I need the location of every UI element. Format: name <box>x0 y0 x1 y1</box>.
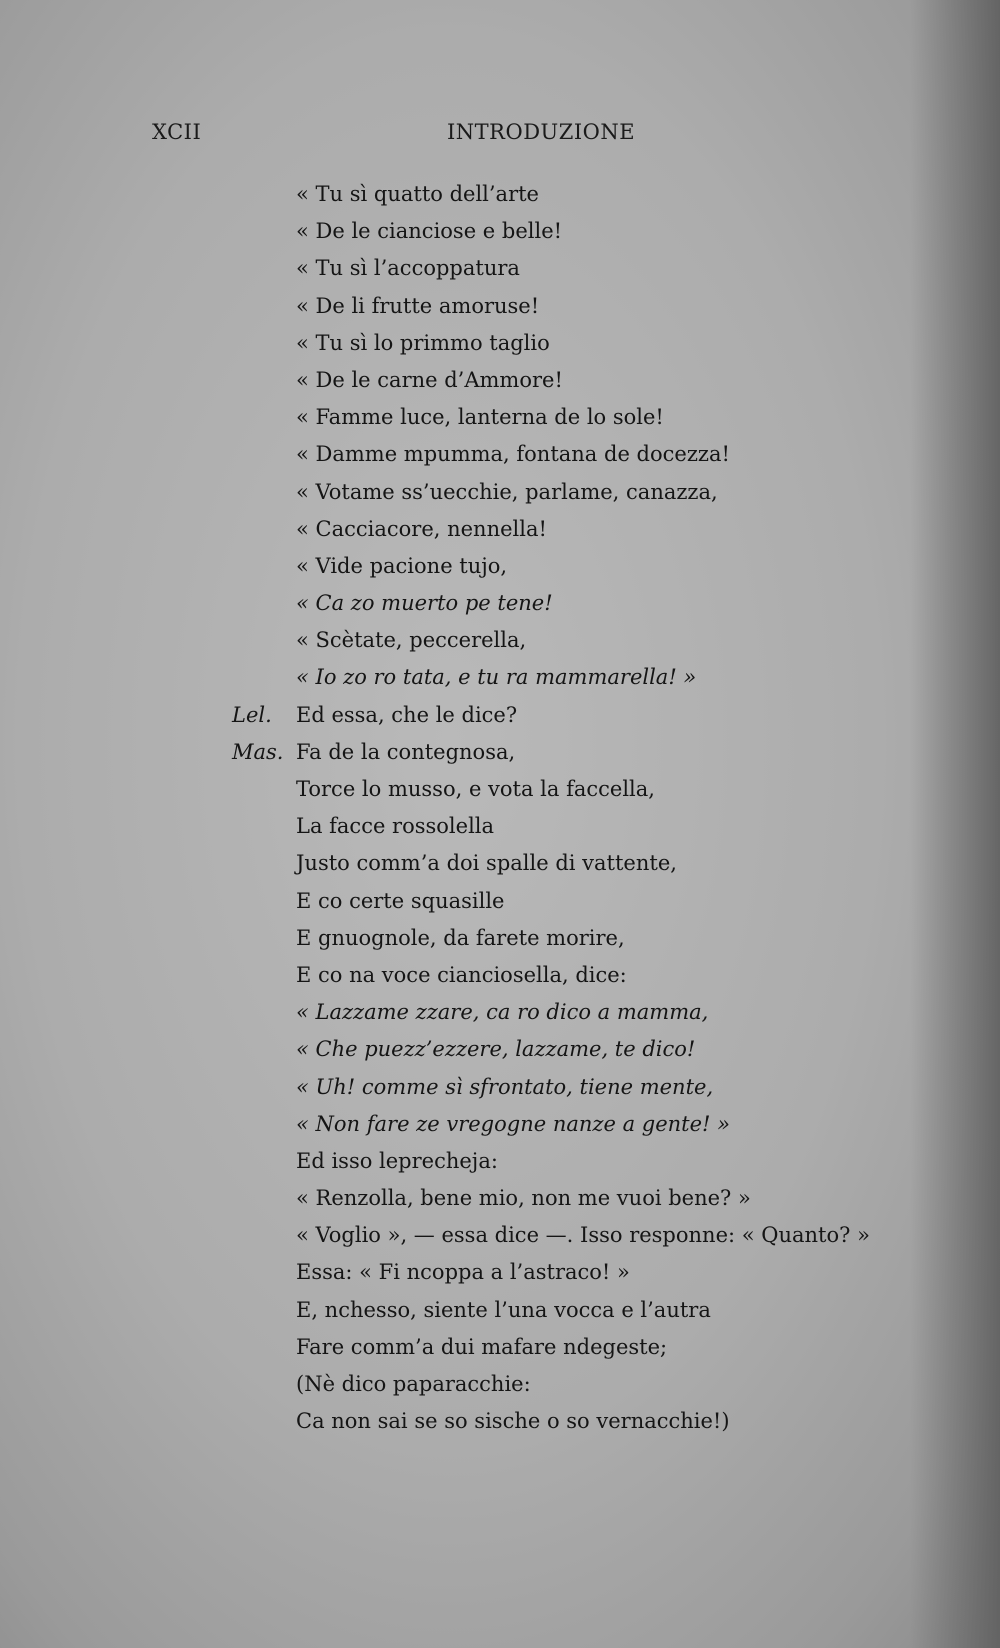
verse-line <box>0 734 1000 771</box>
verse-line <box>0 213 1000 250</box>
verse-text: Fa de la contegnosa, <box>296 739 516 764</box>
verse-line <box>0 845 1000 882</box>
verse-text: « Votame ss’uecchie, parlame, canazza, <box>296 479 718 504</box>
speaker-label: Lel. <box>232 702 272 727</box>
verse-text: Ca non sai se so sische o so vernacchie!) <box>296 1409 730 1434</box>
verse-text: « Tu sì quatto dell’arte <box>296 182 539 206</box>
verse-text: « Che puezz’ezzere, lazzame, te dico! <box>296 1037 696 1062</box>
verse-line <box>0 1366 1000 1403</box>
verse-line <box>0 1143 1000 1180</box>
verse-line <box>0 957 1000 994</box>
verse-line <box>0 994 1000 1031</box>
verse-line <box>0 325 1000 362</box>
verse-line <box>0 808 1000 845</box>
verse-line <box>0 548 1000 585</box>
verse-line <box>0 474 1000 511</box>
verse-line <box>0 1254 1000 1291</box>
verse-text: Justo comm’a doi spalle di vattente, <box>296 851 677 876</box>
verse-line <box>0 1217 1000 1254</box>
verse-line <box>0 1069 1000 1106</box>
verse-text: « Renzolla, bene mio, non me vuoi bene? » <box>296 1186 751 1211</box>
verse-line <box>0 585 1000 622</box>
verse-line <box>0 771 1000 808</box>
verse-text: Fare comm’a dui mafare ndegeste; <box>296 1334 668 1359</box>
verse-block <box>0 176 1000 1440</box>
verse-line <box>0 288 1000 325</box>
verse-text: « Damme mpumma, fontana de docezza! <box>296 442 730 467</box>
verse-line <box>0 1329 1000 1366</box>
verse-text: « Uh! comme sì sfrontato, tiene mente, <box>296 1074 714 1099</box>
verse-text: Ed essa, che le dice? <box>296 702 518 727</box>
verse-line <box>0 659 1000 696</box>
verse-text: « De le carne d’Ammore! <box>296 367 563 392</box>
verse-text: « Voglio », — essa dice —. Isso responne: « Quanto? » <box>296 1223 870 1248</box>
verse-text: E co na voce cianciosella, dice: <box>296 962 627 987</box>
verse-line <box>0 250 1000 287</box>
verse-line <box>0 920 1000 957</box>
verse-line <box>0 1180 1000 1217</box>
verse-text: « Non fare ze vregogne nanze a gente! » <box>296 1111 730 1136</box>
verse-text: E, nchesso, siente l’una vocca e l’autra <box>296 1297 711 1322</box>
verse-text: « Famme luce, lanterna de lo sole! <box>296 405 664 430</box>
speaker-label: Mas. <box>232 739 284 764</box>
verse-text: « Tu sì lo primmo taglio <box>296 330 550 355</box>
verse-text: E co certe squasille <box>296 888 505 913</box>
verse-text: « Cacciacore, nennella! <box>296 516 547 541</box>
verse-line <box>0 697 1000 734</box>
verse-line <box>0 1403 1000 1440</box>
verse-line <box>0 176 1000 213</box>
verse-line <box>0 362 1000 399</box>
verse-line <box>0 1106 1000 1143</box>
verse-line <box>0 511 1000 548</box>
verse-text: « De li frutte amoruse! <box>296 293 540 318</box>
verse-text: « De le cianciose e belle! <box>296 219 563 244</box>
verse-text: « Ca zo muerto pe tene! <box>296 591 553 616</box>
verse-line <box>0 399 1000 436</box>
verse-text: « Lazzame zzare, ca ro dico a mamma, <box>296 1000 709 1025</box>
verse-text: La facce rossolella <box>296 814 495 839</box>
verse-line <box>0 883 1000 920</box>
verse-text: Ed isso leprecheja: <box>296 1148 498 1173</box>
verse-text: Essa: « Fi ncoppa a l’astraco! » <box>296 1260 630 1285</box>
verse-text: « Tu sì l’accoppatura <box>296 256 520 281</box>
verse-text: Torce lo musso, e vota la faccella, <box>296 777 655 801</box>
page-number: XCII <box>152 120 202 144</box>
verse-line <box>0 1031 1000 1068</box>
verse-text: E gnuognole, da farete morire, <box>296 925 625 950</box>
verse-text: « Io zo ro tata, e tu ra mammarella! » <box>296 665 697 690</box>
running-title: INTRODUZIONE <box>447 120 636 144</box>
verse-text: « Scètate, peccerella, <box>296 628 527 653</box>
verse-text: « Vide pacione tujo, <box>296 553 508 578</box>
verse-line <box>0 622 1000 659</box>
verse-line <box>0 436 1000 473</box>
verse-line <box>0 1292 1000 1329</box>
verse-text: (Nè dico paparacchie: <box>296 1372 531 1396</box>
